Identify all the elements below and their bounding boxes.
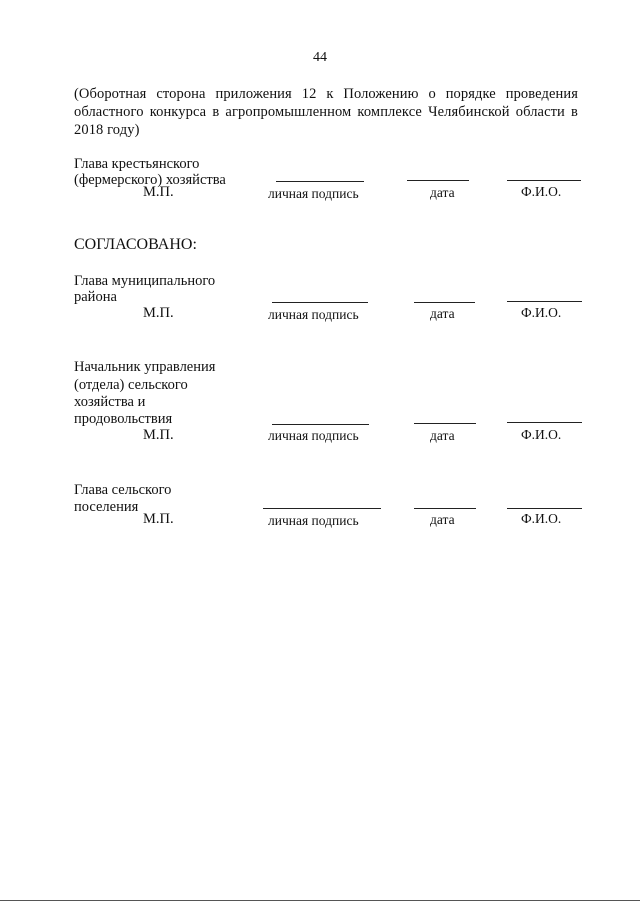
role-farm-head-line-1: Глава крестьянского: [74, 156, 200, 172]
signature-line: [272, 424, 369, 425]
role-municipal-head-line-2: района: [74, 289, 117, 305]
role-agri-chief-line-2: (отдела) сельского: [74, 377, 188, 393]
signature-caption: личная подпись: [268, 307, 359, 322]
name-caption: Ф.И.О.: [521, 511, 562, 526]
role-municipal-head-line-1: Глава муниципального: [74, 273, 216, 289]
role-rural-head-line-2: поселения: [74, 499, 139, 515]
name-caption: Ф.И.О.: [521, 427, 562, 442]
role-agri-chief-line-4: продовольствия: [74, 411, 173, 427]
date-line: [414, 508, 476, 509]
signature-caption: личная подпись: [268, 186, 359, 201]
approved-title: СОГЛАСОВАНО:: [74, 236, 197, 253]
date-line: [407, 180, 469, 181]
stamp-label: М.П.: [143, 305, 174, 321]
heading-line-3: 2018 году): [74, 122, 140, 138]
role-farm-head-line-2: (фермерского) хозяйства: [74, 172, 226, 188]
heading-line-2: областного конкурса в агропромышленном комплексе Челябинской области в: [74, 104, 578, 120]
date-line: [414, 423, 476, 424]
signature-line: [272, 302, 368, 303]
role-rural-head-line-1: Глава сельского: [74, 482, 172, 498]
name-line: [507, 301, 582, 302]
signature-line: [263, 508, 381, 509]
signature-caption: личная подпись: [268, 513, 359, 528]
page-bottom-edge: [0, 900, 640, 901]
date-caption: дата: [430, 306, 455, 321]
date-caption: дата: [430, 428, 455, 443]
role-agri-chief-line-3: хозяйства и: [74, 394, 146, 410]
name-caption: Ф.И.О.: [521, 184, 562, 199]
date-line: [414, 302, 475, 303]
signature-line: [276, 181, 364, 182]
name-line: [507, 422, 582, 423]
name-line: [507, 508, 582, 509]
heading-line-1: (Оборотная сторона приложения 12 к Положению о порядке проведения: [74, 86, 578, 102]
stamp-label: М.П.: [143, 184, 174, 200]
role-agri-chief-line-1: Начальник управления: [74, 359, 216, 375]
stamp-label: М.П.: [143, 427, 174, 443]
name-caption: Ф.И.О.: [521, 305, 562, 320]
page-number: 44: [313, 50, 327, 65]
date-caption: дата: [430, 185, 455, 200]
name-line: [507, 180, 581, 181]
date-caption: дата: [430, 512, 455, 527]
signature-caption: личная подпись: [268, 428, 359, 443]
stamp-label: М.П.: [143, 511, 174, 527]
